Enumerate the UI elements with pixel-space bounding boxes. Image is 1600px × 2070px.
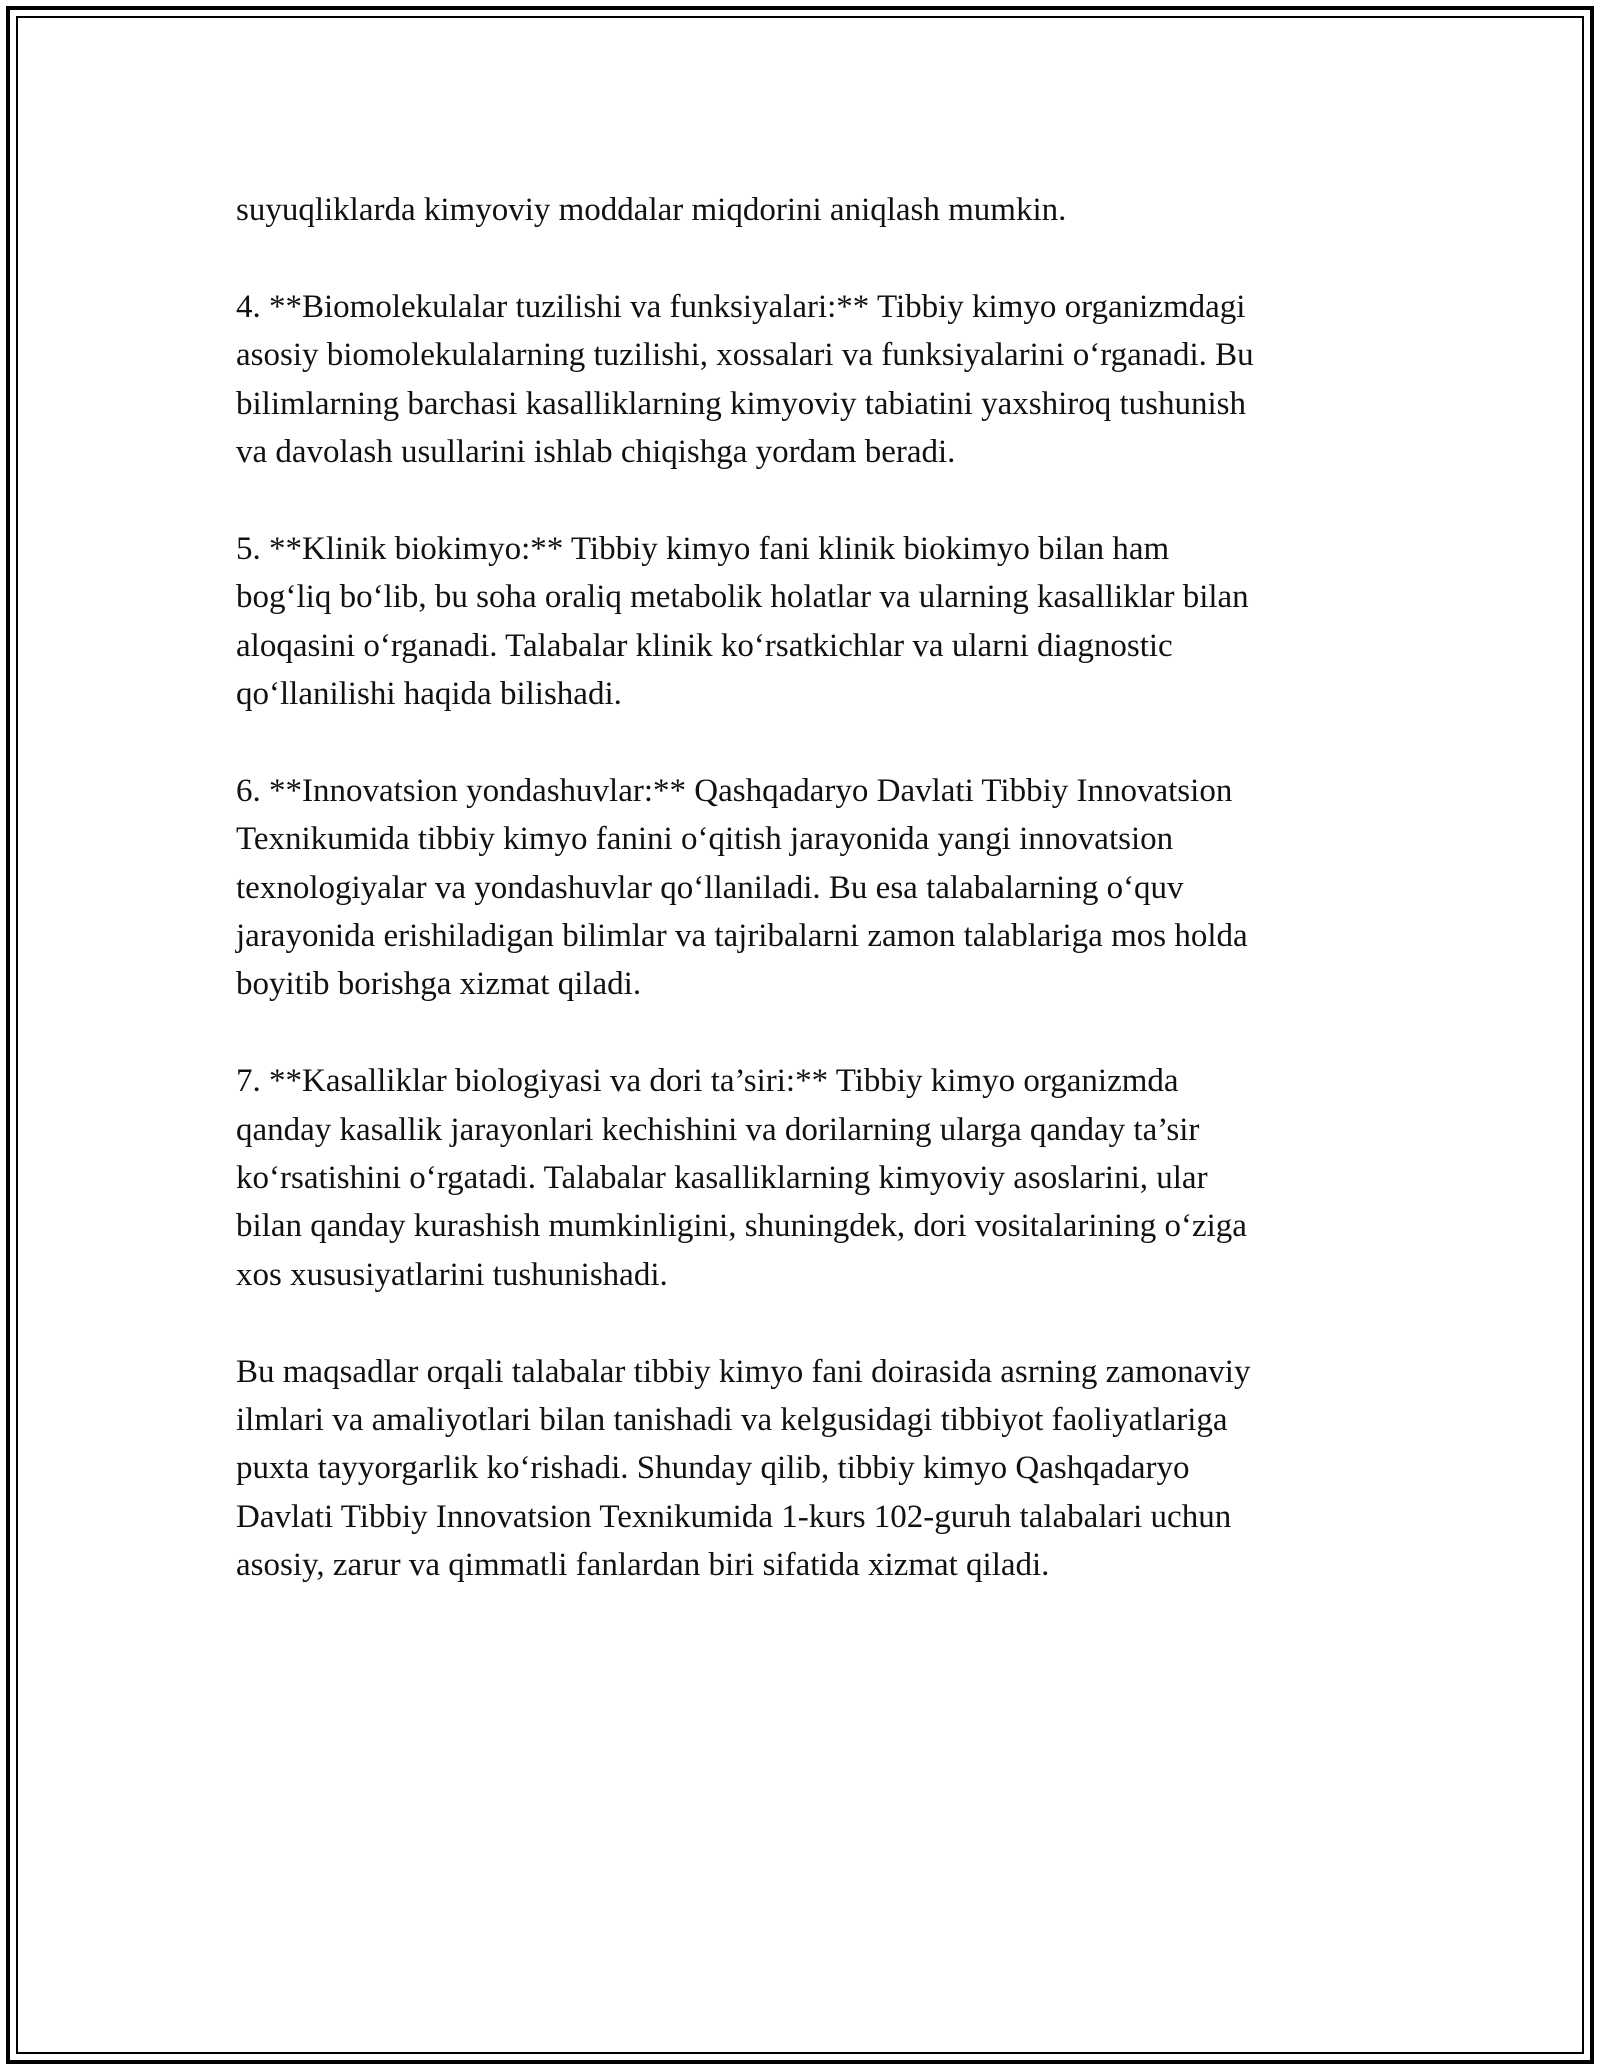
paragraph-continuation: suyuqliklarda kimyoviy moddalar miqdorini aniqlash mumkin. [236, 192, 1067, 228]
paragraph-item-7-disease-biology: 7. **Kasalliklar biologiyasi va dori ta’siri:** Tibbiy kimyo organizmda qanday kasallik jarayonlari kechishini va dorilarning ularga qanday ta’sir ko‘rsatishini o‘rgatadi. Talabalar kasalliklarning kimyoviy asoslarini, ular bilan qanday kurashish mumkinligini, shuningdek, dori vositalarining o‘ziga xos xususiyatlarini tushunishadi. [236, 1063, 1247, 1293]
paragraph-item-5-clinical-biochemistry: 5. **Klinik biokimyo:** Tibbiy kimyo fani klinik biokimyo bilan ham bog‘liq bo‘lib, bu soha oraliq metabolik holatlar va ularning kasalliklar bilan aloqasini o‘rganadi. Talabalar klinik ko‘rsatkichlar va ularni diagnostic qo‘llanilishi haqida bilishadi. [236, 530, 1249, 713]
paragraph-item-4-biomolecules: 4. **Biomolekulalar tuzilishi va funksiyalari:** Tibbiy kimyo organizmdagi asosiy biomolekulalarning tuzilishi, xossalari va funksiyalarini o‘rganadi. Bu bilimlarning barchasi kasalliklarning kimyoviy tabiatini yaxshiroq tushunish va davolash usullarini ishlab chiqishga yordam beradi. [236, 288, 1254, 471]
document-body [236, 186, 1376, 1590]
paragraph-conclusion: Bu maqsadlar orqali talabalar tibbiy kimyo fani doirasida asrning zamonaviy ilmlari va amaliyotlari bilan tanishadi va kelgusidagi tibbiyot faoliyatlariga puxta tayyorgarlik ko‘rishadi. Shunday qilib, tibbiy kimyo Qashqadaryo Davlati Tibbiy Innovatsion Texnikumida 1-kurs 102-guruh talabalari uchun asosiy, zarur va qimmatli fanlardan biri sifatida xizmat qiladi. [236, 1353, 1251, 1584]
paragraph-item-6-innovative-approaches: 6. **Innovatsion yondashuvlar:** Qashqadaryo Davlati Tibbiy Innovatsion Texnikumida tibbiy kimyo fanini o‘qitish jarayonida yangi innovatsion texnologiyalar va yondashuvlar qo‘llaniladi. Bu esa talabalarning o‘quv jarayonida erishiladigan bilimlar va tajribalarni zamon talablariga mos holda boyitib borishga xizmat qiladi. [236, 772, 1248, 1003]
